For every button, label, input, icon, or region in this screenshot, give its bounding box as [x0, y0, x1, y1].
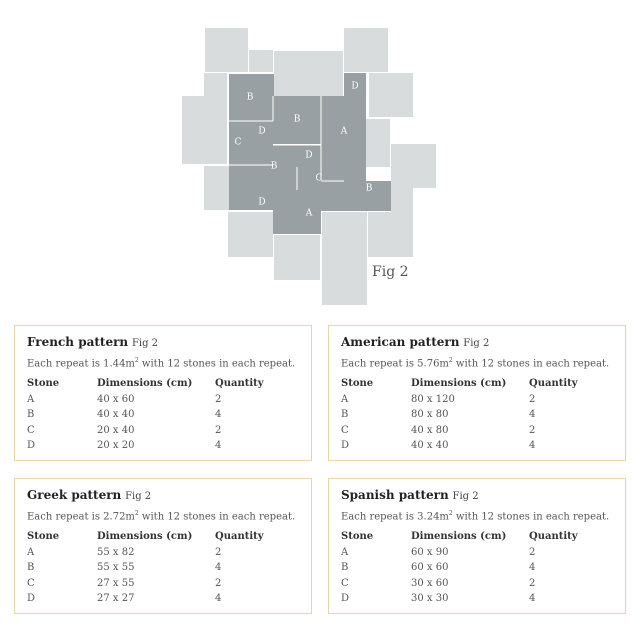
stone-dimensions: 80 x 80 — [411, 409, 449, 421]
column-header-stone: Stone — [27, 530, 60, 542]
stone-code: A — [27, 393, 35, 405]
stone-dimensions: 27 x 27 — [97, 593, 135, 605]
stone-code: C — [27, 424, 35, 436]
stone-quantity: 4 — [215, 409, 222, 421]
dark-stone — [321, 96, 366, 186]
repeat-area-text: Each repeat is 2.72m — [27, 511, 135, 523]
light-stone — [391, 144, 436, 188]
stone-quantity: 2 — [529, 393, 536, 405]
light-stone — [368, 212, 413, 257]
column-header-dimensions: Dimensions (cm) — [97, 530, 193, 542]
stone-code: D — [341, 440, 350, 452]
panel-title — [341, 334, 625, 352]
stone-label: D — [258, 197, 266, 208]
stone-label: D — [351, 81, 359, 92]
repeat-description — [341, 354, 625, 371]
repeat-stones-text: with 12 stones in each repeat. — [452, 511, 610, 523]
table-row — [27, 391, 295, 407]
area-unit-superscript: 2 — [448, 510, 453, 517]
light-stone — [205, 28, 248, 72]
panel-title — [341, 487, 625, 505]
stone-dimensions: 40 x 80 — [411, 424, 449, 436]
table-row — [27, 591, 295, 607]
stone-table — [341, 528, 609, 606]
pattern-name: French pattern — [27, 335, 129, 349]
stone-code: A — [341, 546, 349, 558]
stone-quantity: 4 — [529, 562, 536, 574]
table-row — [341, 544, 609, 560]
table-row — [27, 407, 295, 423]
stone-quantity: 4 — [215, 593, 222, 605]
repeat-stones-text: with 12 stones in each repeat. — [138, 358, 296, 370]
table-row — [27, 438, 295, 454]
stone-dimensions: 20 x 20 — [97, 440, 135, 452]
table-header-row — [341, 528, 609, 544]
light-stone — [204, 73, 227, 96]
light-stone — [344, 28, 388, 72]
figure-caption: Fig 2 — [372, 264, 409, 280]
stone-code: C — [341, 424, 349, 436]
stone-label: B — [293, 114, 301, 125]
stone-code: C — [341, 577, 349, 589]
column-header-stone: Stone — [341, 377, 374, 389]
stone-dimensions: 30 x 60 — [411, 577, 449, 589]
light-stone — [182, 96, 227, 164]
figure-reference: Fig 2 — [125, 491, 152, 502]
stone-quantity: 2 — [529, 424, 536, 436]
stone-label: C — [234, 137, 242, 148]
stone-code: B — [27, 562, 35, 574]
panel-title — [27, 487, 311, 505]
stone-code: A — [341, 393, 349, 405]
repeat-area-text: Each repeat is 3.24m — [341, 511, 449, 523]
stone-code: A — [27, 546, 35, 558]
table-row — [27, 575, 295, 591]
area-unit-superscript: 2 — [134, 510, 139, 517]
stone-code: D — [27, 593, 36, 605]
repeat-area-text: Each repeat is 5.76m — [341, 358, 449, 370]
repeat-stones-text: with 12 stones in each repeat. — [138, 511, 296, 523]
light-stone — [322, 212, 367, 305]
figure-reference: Fig 2 — [131, 338, 159, 349]
repeat-description — [27, 354, 311, 371]
stone-quantity: 2 — [529, 546, 536, 558]
column-header-quantity: Quantity — [215, 530, 264, 542]
area-unit-superscript: 2 — [448, 357, 453, 364]
stone-quantity: 4 — [215, 562, 222, 574]
table-header-row — [341, 375, 609, 391]
stone-table — [341, 375, 609, 453]
repeat-stones-text: with 12 stones in each repeat. — [452, 358, 610, 370]
light-stone — [366, 119, 390, 167]
stone-label: B — [246, 92, 254, 103]
column-header-stone: Stone — [27, 377, 60, 389]
table-row — [27, 560, 295, 576]
stone-dimensions: 40 x 40 — [97, 409, 135, 421]
table-row — [341, 422, 609, 438]
light-stone — [369, 73, 413, 117]
figure-reference: Fig 2 — [452, 491, 479, 502]
stone-table — [27, 375, 295, 453]
stone-code: B — [341, 562, 349, 574]
table-row — [27, 422, 295, 438]
light-stone — [274, 51, 343, 96]
dark-stone — [273, 190, 321, 234]
column-header-quantity: Quantity — [529, 377, 578, 389]
stone-quantity: 4 — [215, 440, 222, 452]
stone-quantity: 4 — [529, 593, 536, 605]
stone-dimensions: 80 x 120 — [411, 393, 455, 405]
repeat-area-text: Each repeat is 1.44m — [27, 358, 135, 370]
column-header-stone: Stone — [341, 530, 374, 542]
pattern-panel-greek — [14, 478, 312, 614]
table-row — [341, 438, 609, 454]
stone-code: D — [341, 593, 350, 605]
stone-quantity: 2 — [529, 577, 536, 589]
stone-label: C — [315, 173, 323, 184]
stone-quantity: 4 — [529, 409, 536, 421]
stone-label: B — [270, 161, 278, 172]
light-stone — [249, 50, 273, 72]
stone-quantity: 2 — [215, 546, 222, 558]
table-row — [27, 544, 295, 560]
stone-code: C — [27, 577, 35, 589]
stone-quantity: 2 — [215, 393, 222, 405]
area-unit-superscript: 2 — [134, 357, 139, 364]
table-row — [341, 560, 609, 576]
stone-quantity: 2 — [215, 424, 222, 436]
table-row — [341, 575, 609, 591]
table-row — [341, 591, 609, 607]
stone-label: D — [258, 126, 266, 137]
stone-table — [27, 528, 295, 606]
stone-code: B — [341, 409, 349, 421]
stone-label: A — [340, 126, 348, 137]
repeat-description — [341, 507, 625, 524]
pattern-panel-french — [14, 325, 312, 461]
pattern-name: American pattern — [341, 335, 460, 349]
pattern-name: Greek pattern — [27, 488, 122, 502]
stone-dimensions: 20 x 40 — [97, 424, 135, 436]
panel-title — [27, 334, 311, 352]
table-row — [341, 407, 609, 423]
table-row — [341, 391, 609, 407]
stone-quantity: 2 — [215, 577, 222, 589]
stone-dimensions: 40 x 40 — [411, 440, 449, 452]
figure-reference: Fig 2 — [463, 338, 490, 349]
stone-code: B — [27, 409, 35, 421]
stone-label: D — [305, 150, 313, 161]
stone-dimensions: 60 x 90 — [411, 546, 449, 558]
column-header-quantity: Quantity — [529, 530, 578, 542]
light-stone — [391, 188, 413, 212]
stone-quantity: 4 — [529, 440, 536, 452]
column-header-dimensions: Dimensions (cm) — [97, 377, 193, 389]
light-stone — [228, 212, 273, 257]
dark-stone — [229, 165, 273, 210]
stone-dimensions: 40 x 60 — [97, 393, 135, 405]
column-header-quantity: Quantity — [215, 377, 264, 389]
light-stone — [274, 235, 320, 280]
pattern-name: Spanish pattern — [341, 488, 449, 502]
stone-dimensions: 55 x 55 — [97, 562, 135, 574]
stone-label: A — [305, 208, 313, 219]
pattern-panel-spanish — [328, 478, 626, 614]
stone-dimensions: 55 x 82 — [97, 546, 135, 558]
stone-dimensions: 60 x 60 — [411, 562, 449, 574]
table-header-row — [27, 375, 295, 391]
pattern-panel-american — [328, 325, 626, 461]
repeat-description — [27, 507, 311, 524]
table-header-row — [27, 528, 295, 544]
stone-dimensions: 30 x 30 — [411, 593, 449, 605]
stone-dimensions: 27 x 55 — [97, 577, 135, 589]
stone-label: B — [365, 183, 373, 194]
column-header-dimensions: Dimensions (cm) — [411, 377, 507, 389]
column-header-dimensions: Dimensions (cm) — [411, 530, 507, 542]
stone-code: D — [27, 440, 36, 452]
